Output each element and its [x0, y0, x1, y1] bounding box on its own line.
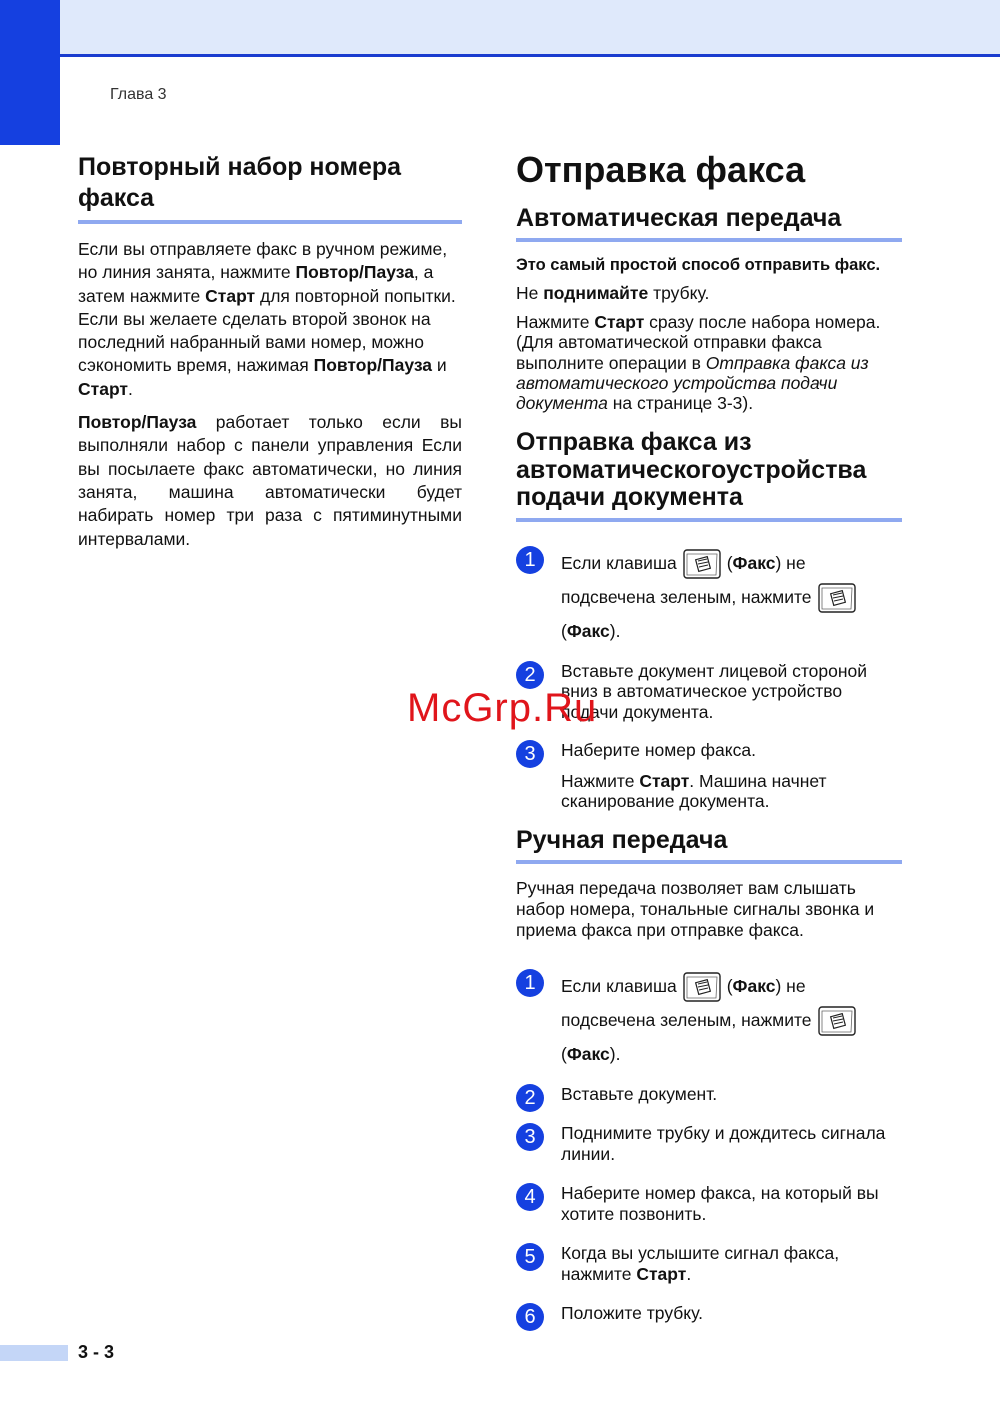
manual-step-4: 4 Наберите номер факса, на который вы хотите позвонить.: [516, 1183, 902, 1224]
adf-heading: Отправка факса из автоматическогоустройства подачи документа: [516, 429, 902, 522]
auto-paragraph-2: Нажмите Старт сразу после набора номера. (Для автоматической отправки факса выполните операции в Отправка факса из автоматического устройства подачи документа на странице 3-3).: [516, 312, 881, 414]
redial-heading: Повторный набор номера факса: [78, 152, 462, 224]
auto-lead: Это самый простой способ отправить факс.: [516, 256, 881, 274]
manual-step-3: 3 Поднимите трубку и дождитесь сигнала линии.: [516, 1123, 902, 1164]
page-number: 3 - 3: [78, 1342, 115, 1362]
watermark: McGrp.Ru: [407, 686, 598, 730]
step-number-badge: 6: [516, 1303, 544, 1331]
auto-paragraph-1: Не поднимайте трубку.: [516, 283, 710, 303]
chapter-label: Глава 3: [110, 86, 167, 103]
step-number-badge: 3: [516, 740, 544, 768]
fax-send-title: Отправка факса: [516, 149, 806, 190]
header-rule: [60, 54, 1000, 57]
step-number-badge: 2: [516, 661, 544, 689]
left-column: [78, 152, 462, 551]
step-number-badge: 3: [516, 1123, 544, 1151]
manual-step-1: 1 Если клавиша (Факс) не подсвечена зеленым, нажмите (Факс).: [516, 969, 902, 1071]
chapter-tab: [0, 0, 60, 145]
right-column: [516, 148, 902, 1329]
adf-steps: [516, 546, 902, 812]
header-band: [0, 0, 1000, 56]
step-number-badge: 2: [516, 1084, 544, 1112]
fax-key-icon: [818, 583, 856, 613]
fax-key-icon: [683, 972, 721, 1002]
fax-key-icon: [683, 549, 721, 579]
footer-band: [0, 1345, 68, 1361]
adf-step-1: 1 Если клавиша (Факс) не подсвечена зеленым, нажмите (Факс).: [516, 546, 902, 648]
adf-step-2: 2 Вставьте документ лицевой стороной вниз в автоматическое устройство подачи документа.: [516, 661, 902, 723]
fax-key-icon: [818, 1006, 856, 1036]
redial-paragraph-2: Повтор/Пауза работает только если вы выполняли набор с панели управления Если вы посылаете факс автоматически, но линия занята, машина автоматически будет набирать номер три раза с пятиминутными интервалами.: [78, 412, 462, 549]
step-number-badge: 5: [516, 1243, 544, 1271]
manual-intro: Ручная передача позволяет вам слышать набор номера, тональные сигналы звонка и приема факса при отправке факса.: [516, 877, 875, 940]
step-number-badge: 4: [516, 1183, 544, 1211]
step-number-badge: 1: [516, 969, 544, 997]
adf-step-3: 3 Наберите номер факса. Нажмите Старт. Машина начнет сканирование документа.: [516, 740, 902, 812]
manual-step-5: 5 Когда вы услышите сигнал факса, нажмите Старт.: [516, 1243, 902, 1284]
manual-step-2: 2 Вставьте документ.: [516, 1084, 902, 1105]
redial-paragraph-1: Если вы отправляете факс в ручном режиме, но линия занята, нажмите Повтор/Пауза, а затем нажмите Старт для повторной попытки. Если вы желаете сделать второй звонок на последний набранный вами номер, можно сэкономить время, нажимая Повтор/Пауза и Старт.: [78, 239, 456, 399]
manual-transmission-heading: Ручная передача: [516, 826, 902, 864]
auto-transmission-heading: Автоматическая передача: [516, 204, 902, 242]
manual-steps: [516, 969, 902, 1329]
step-number-badge: 1: [516, 546, 544, 574]
manual-step-6: 6 Положите трубку.: [516, 1303, 902, 1324]
